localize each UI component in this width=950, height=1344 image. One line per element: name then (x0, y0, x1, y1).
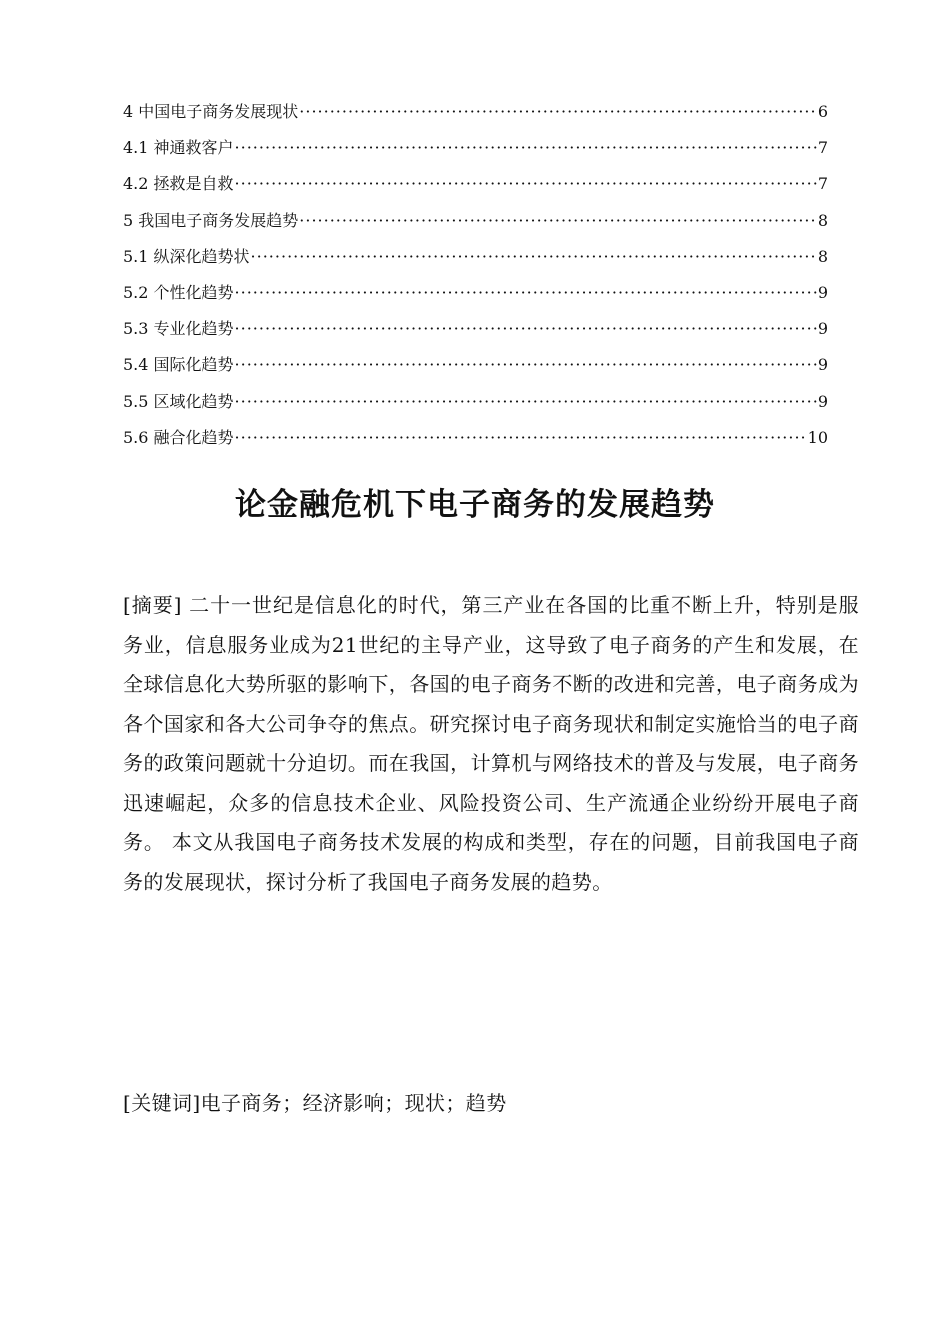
toc-dot-leader (235, 317, 817, 341)
toc-entry-page: 6 (817, 102, 828, 121)
toc-entry-label: 5.4 国际化趋势 (123, 355, 234, 375)
toc-entry-page: 9 (817, 391, 828, 411)
toc-entry-label: 4.2 拯救是自救 (123, 174, 234, 194)
toc-entry-page: 9 (817, 282, 828, 302)
toc-dot-leader (299, 209, 817, 233)
toc-entry[interactable] (123, 209, 828, 245)
toc-entry-label: 4.1 神通救客户 (123, 138, 234, 158)
toc-entry-page: 10 (807, 427, 828, 447)
document-title: 论金融危机下电子商务的发展趋势 (235, 486, 715, 523)
toc-entry-label: 5.6 融合化趋势 (123, 427, 234, 447)
toc-entry-page: 8 (817, 210, 828, 230)
toc-entry-label: 5.1 纵深化趋势状 (123, 246, 250, 266)
toc-entry-page: 7 (817, 138, 828, 158)
toc-entry[interactable] (123, 245, 828, 281)
toc-dot-leader (235, 136, 817, 160)
toc-dot-leader (235, 390, 817, 414)
toc-dot-leader (299, 100, 817, 124)
toc-entry-page: 9 (817, 319, 828, 339)
toc-entry[interactable] (123, 390, 828, 426)
toc-entry-label: 5.3 专业化趋势 (123, 319, 234, 339)
toc-entry[interactable] (123, 317, 828, 353)
toc-entry[interactable] (123, 100, 828, 136)
toc-entry[interactable] (123, 172, 828, 208)
toc-entry-label: 4 中国电子商务发展现状 (123, 102, 299, 121)
toc-entry[interactable] (123, 426, 828, 462)
keywords-line: [关键词]电子商务；经济影响；现状；趋势 (123, 1091, 507, 1115)
toc-dot-leader (235, 353, 817, 377)
toc-entry-label: 5 我国电子商务发展趋势 (123, 210, 299, 230)
toc-entry-page: 8 (817, 246, 828, 266)
toc-dot-leader (235, 426, 807, 450)
toc-entry-label: 5.5 区域化趋势 (123, 391, 234, 411)
abstract-paragraph: [摘要] 二十一世纪是信息化的时代，第三产业在各国的比重不断上升，特别是服务业，信息服务业成为21世纪的主导产业，这导致了电子商务的产生和发展，在全球信息化大势所驱的影响下，各国的电子商务不断的改进和完善，电子商务成为各个国家和各大公司争夺的焦点。研究探讨电子商务现状和制定实施恰当的电子商务的政策问题就十分迫切。而在我国，计算机与网络技术的普及与发展，电子商务迅速崛起，众多的信息技术企业、风险投资公司、生产流通企业纷纷开展电子商务。 本文从我国电子商务技术发展的构成和类型，存在的问题，目前我国电子商务的发展现状，探讨分析了我国电子商务发展的趋势。 (123, 593, 859, 894)
toc-dot-leader (251, 245, 817, 269)
toc-entry[interactable] (123, 136, 828, 172)
table-of-contents (123, 100, 828, 462)
toc-entry[interactable] (123, 281, 828, 317)
toc-dot-leader (235, 172, 817, 196)
toc-entry-label: 5.2 个性化趋势 (123, 282, 234, 302)
toc-entry[interactable] (123, 353, 828, 389)
toc-entry-page: 7 (817, 174, 828, 194)
toc-entry-page: 9 (817, 355, 828, 375)
toc-dot-leader (235, 281, 817, 305)
